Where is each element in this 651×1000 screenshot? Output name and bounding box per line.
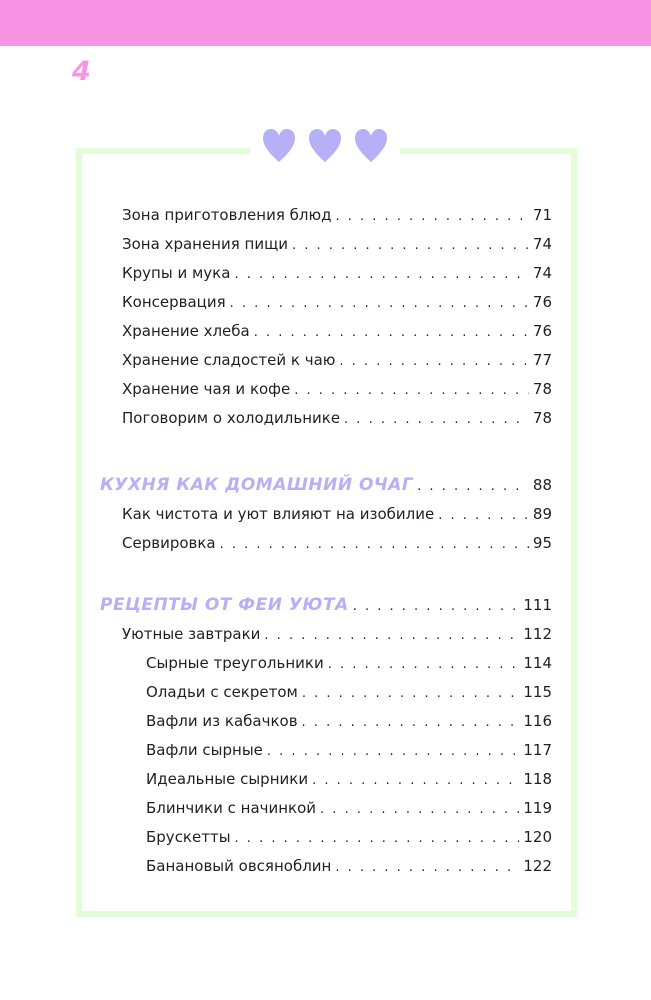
toc-entry-page: 78 xyxy=(532,409,552,427)
toc-section-heading[interactable] xyxy=(100,595,552,619)
toc-entry-page: 119 xyxy=(523,799,552,817)
toc-entry-label: Брускетты xyxy=(146,828,231,846)
toc-entry[interactable] xyxy=(122,206,552,230)
toc-entry[interactable] xyxy=(146,770,552,794)
page-number: 4 xyxy=(72,56,91,87)
toc-entry[interactable] xyxy=(122,264,552,288)
toc-entry[interactable] xyxy=(122,625,552,649)
toc-entry[interactable] xyxy=(122,505,552,529)
toc-entry-label: Вафли из кабачков xyxy=(146,712,298,730)
toc-entry-label: Уютные завтраки xyxy=(122,625,261,643)
toc-entry-label: Блинчики с начинкой xyxy=(146,799,317,817)
toc-entry-label: Как чистота и уют влияют на изобилие xyxy=(122,505,435,523)
section-heading-label: РЕЦЕПТЫ ОТ ФЕИ УЮТА xyxy=(100,595,349,615)
toc-entry-label: Зона приготовления блюд xyxy=(122,206,332,224)
toc-entry-label: Крупы и мука xyxy=(122,264,231,282)
toc-entry-label: Хранение хлеба xyxy=(122,322,250,340)
toc-entry-label: Идеальные сырники xyxy=(146,770,309,788)
toc-entry-page: 89 xyxy=(532,505,552,523)
toc-entry-page: 76 xyxy=(532,322,552,340)
toc-entry-page: 111 xyxy=(523,596,552,614)
toc-entry[interactable] xyxy=(146,857,552,881)
toc-entry-label: Сырные треугольники xyxy=(146,654,324,672)
toc-entry-page: 76 xyxy=(532,293,552,311)
toc-entry-page: 115 xyxy=(523,683,552,701)
toc-entry-page: 117 xyxy=(523,741,552,759)
toc-entry-page: 95 xyxy=(532,534,552,552)
toc-entry-label: Хранение сладостей к чаю xyxy=(122,351,336,369)
toc-entry-page: 118 xyxy=(523,770,552,788)
toc-entry-page: 77 xyxy=(532,351,552,369)
toc-entry[interactable] xyxy=(146,654,552,678)
toc-entry-page: 71 xyxy=(532,206,552,224)
hearts-ornament xyxy=(250,128,400,168)
toc-entry-label: Банановый овсяноблин xyxy=(146,857,332,875)
toc-entry[interactable] xyxy=(122,380,552,404)
toc-entry-label: Хранение чая и кофе xyxy=(122,380,291,398)
toc-entry-page: 122 xyxy=(523,857,552,875)
toc-entry-page: 120 xyxy=(523,828,552,846)
toc-entry-label: Вафли сырные xyxy=(146,741,263,759)
toc-entry[interactable] xyxy=(122,534,552,558)
toc-section-heading[interactable] xyxy=(100,475,552,499)
toc-entry[interactable] xyxy=(146,799,552,823)
toc-entry[interactable] xyxy=(122,322,552,346)
toc-entry[interactable] xyxy=(146,683,552,707)
toc-entry-label: Поговорим о холодильнике xyxy=(122,409,341,427)
toc-entry-label: Сервировка xyxy=(122,534,216,552)
toc-entry-page: 116 xyxy=(523,712,552,730)
toc-entry-label: Оладьи с секретом xyxy=(146,683,298,701)
toc-entry[interactable] xyxy=(122,293,552,317)
toc-entry-label: Консервация xyxy=(122,293,226,311)
toc-entry[interactable] xyxy=(122,409,552,433)
toc-entry[interactable] xyxy=(146,828,552,852)
toc-entry-label: Зона хранения пищи xyxy=(122,235,288,253)
toc-entry-page: 112 xyxy=(523,625,552,643)
toc-entry[interactable] xyxy=(146,712,552,736)
toc-entry-page: 74 xyxy=(532,235,552,253)
toc-entry-page: 88 xyxy=(532,476,552,494)
toc-entry-page: 74 xyxy=(532,264,552,282)
toc-entry[interactable] xyxy=(146,741,552,765)
heart-icon xyxy=(262,128,296,164)
heart-icon xyxy=(308,128,342,164)
top-color-band xyxy=(0,0,651,46)
toc-entry[interactable] xyxy=(122,351,552,375)
toc-entry-page: 114 xyxy=(523,654,552,672)
heart-icon xyxy=(354,128,388,164)
toc-entry[interactable] xyxy=(122,235,552,259)
section-heading-label: КУХНЯ КАК ДОМАШНИЙ ОЧАГ xyxy=(100,475,414,495)
toc-entry-page: 78 xyxy=(532,380,552,398)
